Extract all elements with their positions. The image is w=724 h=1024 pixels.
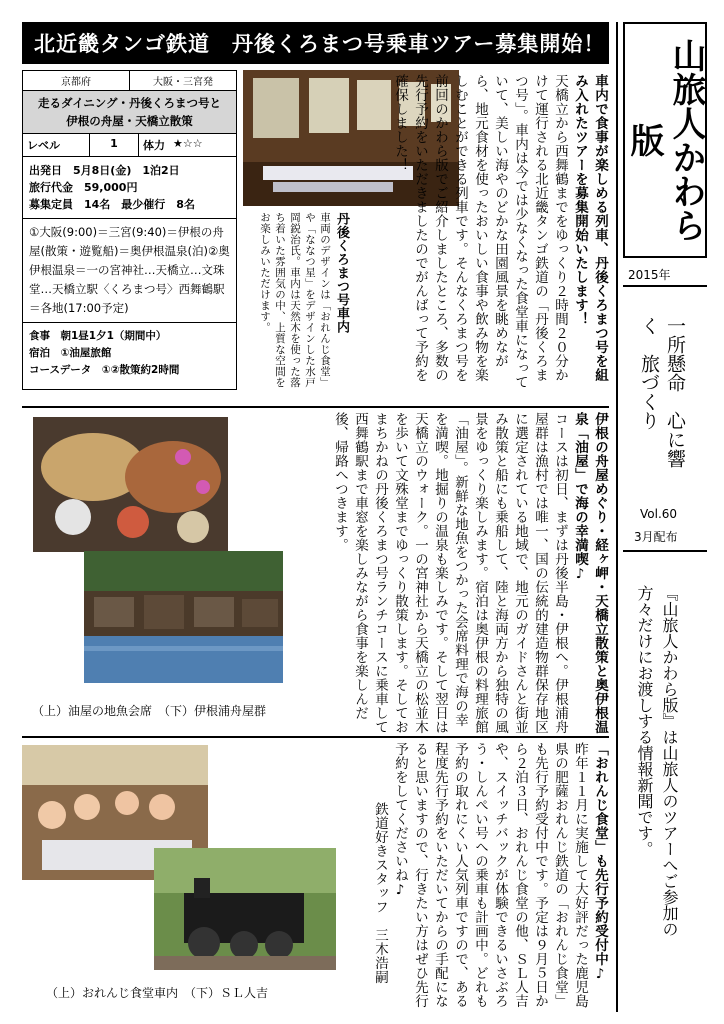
tour-route: ①大阪(9:00)＝三宮(9:40)＝伊根の舟屋(散策・遊覧船)＝奥伊根温泉(泊)②奥伊根温泉＝一の宮神社…天橋立…文珠堂…天橋立駅〈くろまつ号〉西舞鶴駅＝各地(17:00予定) bbox=[23, 219, 236, 323]
photo-caption-1: （上）油屋の地魚会席 （下）伊根浦舟屋群 bbox=[32, 704, 267, 718]
tour-title-line1: 走るダイニング・丹後くろまつ号と bbox=[37, 96, 222, 110]
newsletter-note: 『山旅人かわら版』は山旅人のツアーへご参加の方々だけにお渡しする情報新聞です。 bbox=[635, 585, 679, 937]
article2-heading: 伊根の舟屋めぐり・経ヶ岬・天橋立散策と奥伊根温泉「油屋」で海の幸満喫♪ bbox=[572, 412, 608, 734]
motto: 一所懸命 心に響く 旅づくり bbox=[638, 316, 686, 468]
departure-row bbox=[23, 71, 236, 91]
volume-number: Vol.60 bbox=[640, 507, 678, 521]
meals: 食事 朝1昼1夕1（期間中） bbox=[29, 330, 167, 342]
tour-title bbox=[23, 91, 236, 134]
departure-city: 大阪・三宮発 bbox=[129, 71, 236, 90]
article1-sub bbox=[244, 212, 350, 394]
tour-title-line2: 伊根の舟屋・天橋立散策 bbox=[66, 114, 193, 128]
tour-info-box bbox=[22, 70, 237, 390]
article1-body: 天橋立から西舞鶴までをゆっくり２時間２０分かけて運行される北近畿タンゴ鉄道の「丹後くろまつ号」。車内は今では少なくなった食堂車になっていて、美しい海やのどかな田園風景を眺めながら、地元食材を使ったおいしい食事や飲み物を楽しむことができる列車です。そんなくろまつ号を前回のかわら版でご紹介しましたところ、多数の先行予約をいただきましたのでがんばって予約を確保しました！ bbox=[392, 74, 568, 390]
course-data: コースデータ ①②散策約2時間 bbox=[29, 364, 180, 376]
sl-hitoyoshi-photo bbox=[154, 848, 336, 970]
distribution-month: 3月配布 bbox=[634, 530, 678, 544]
level-row bbox=[23, 134, 236, 157]
lodging: 宿泊 ①油屋旅館 bbox=[29, 347, 112, 359]
tour-basics bbox=[23, 157, 236, 219]
stamina-label: 体力 bbox=[143, 139, 165, 152]
level-value: 1 bbox=[89, 134, 139, 156]
newsletter-masthead: 山旅人かわら版 bbox=[623, 22, 707, 258]
year-underline bbox=[623, 285, 707, 287]
section-divider bbox=[22, 406, 609, 408]
article2-body: コースは初日、まずは丹後半島・伊根へ。伊根浦舟屋群は漁村では唯一、国の伝統的建造物群保存地区に選定されている地域で、地元のガイドさんと街並み散策と船にも乗船して、陸と海両方から独特の風景をゆっくり楽しみます。宿泊は奥伊根の料理旅館「油屋」。新鮮な地魚をつかった会席料理で海の幸を満喫。地掘りの温泉も楽しみです。そして翌日は天橋立のウォーク。一の宮神社から天橋立の松並木を歩いて文殊堂までゆっくり散策します。そしておまちかねの丹後くろまつ号ランチコースに乗車して西舞鶴駅まで車窓を楽しみながら食事を楽しんだ後、帰路へつきます。 bbox=[332, 412, 568, 734]
stamina-stars: ★☆☆ bbox=[173, 137, 203, 150]
publication-year: 2015年 bbox=[628, 268, 671, 282]
article3-signature: 鉄道好きスタッフ 三木浩嗣 bbox=[372, 802, 388, 984]
article1-heading: 車内で食事が楽しめる列車、丹後くろまつ号を組み入れたツアーを募集開始いたします！ bbox=[572, 74, 608, 382]
tour-price: 旅行代金 59,000円 bbox=[29, 181, 138, 194]
column-separator bbox=[616, 22, 618, 1012]
section-divider-2 bbox=[22, 736, 609, 738]
article3-body: 昨年１１月に実施して大好評だった鹿児島県の肥薩おれんじ鉄道の「おれんじ食堂」も先行予約受付中です。予定は９月５日から２泊３日、おれんじ食堂の他、ＳＬ人吉や、スイッチバックが体験できるいさぶろう・しんぺい号への乗車も計画中。どれも予約の取れにくい人気列車ですので、ある程度先行予約をいただいてからの手配になると思いますので、行きたい方はぜひ先行予約をしてくださいね♪ bbox=[392, 742, 588, 1008]
ryokan-meal-photo bbox=[33, 417, 228, 552]
article2 bbox=[304, 412, 610, 734]
vol-underline bbox=[623, 550, 707, 552]
tour-capacity: 募集定員 14名 最少催行 8名 bbox=[29, 198, 195, 211]
departure-date: 出発日 5月8日(金) 1泊2日 bbox=[29, 164, 180, 177]
dining-car-sub-body: 車両のデザインは「おれんじ食堂」や「ななつ星」をデザインした水戸岡鋭治氏。車内は天然木を使った落ち着いた雰囲気の中、上質な空間をお楽しみいただけます。 bbox=[259, 212, 331, 388]
article3 bbox=[344, 742, 610, 1012]
tour-meals-lodging bbox=[23, 323, 236, 384]
departure-prefecture: 京都府 bbox=[61, 77, 91, 88]
level-label: レベル bbox=[27, 139, 60, 152]
dining-car-sub-heading: 丹後くろまつ号車内 bbox=[334, 212, 349, 334]
article3-heading: 「おれんじ食堂」も先行予約受付中♪ bbox=[592, 742, 608, 983]
headline-banner: 北近畿タンゴ鉄道 丹後くろまつ号乗車ツアー募集開始！ bbox=[22, 22, 609, 64]
article1-main bbox=[352, 74, 610, 394]
photo-caption-2: （上）おれんじ食堂車内 （下）ＳＬ人吉 bbox=[46, 986, 269, 1000]
ine-funaya-photo bbox=[84, 551, 283, 683]
